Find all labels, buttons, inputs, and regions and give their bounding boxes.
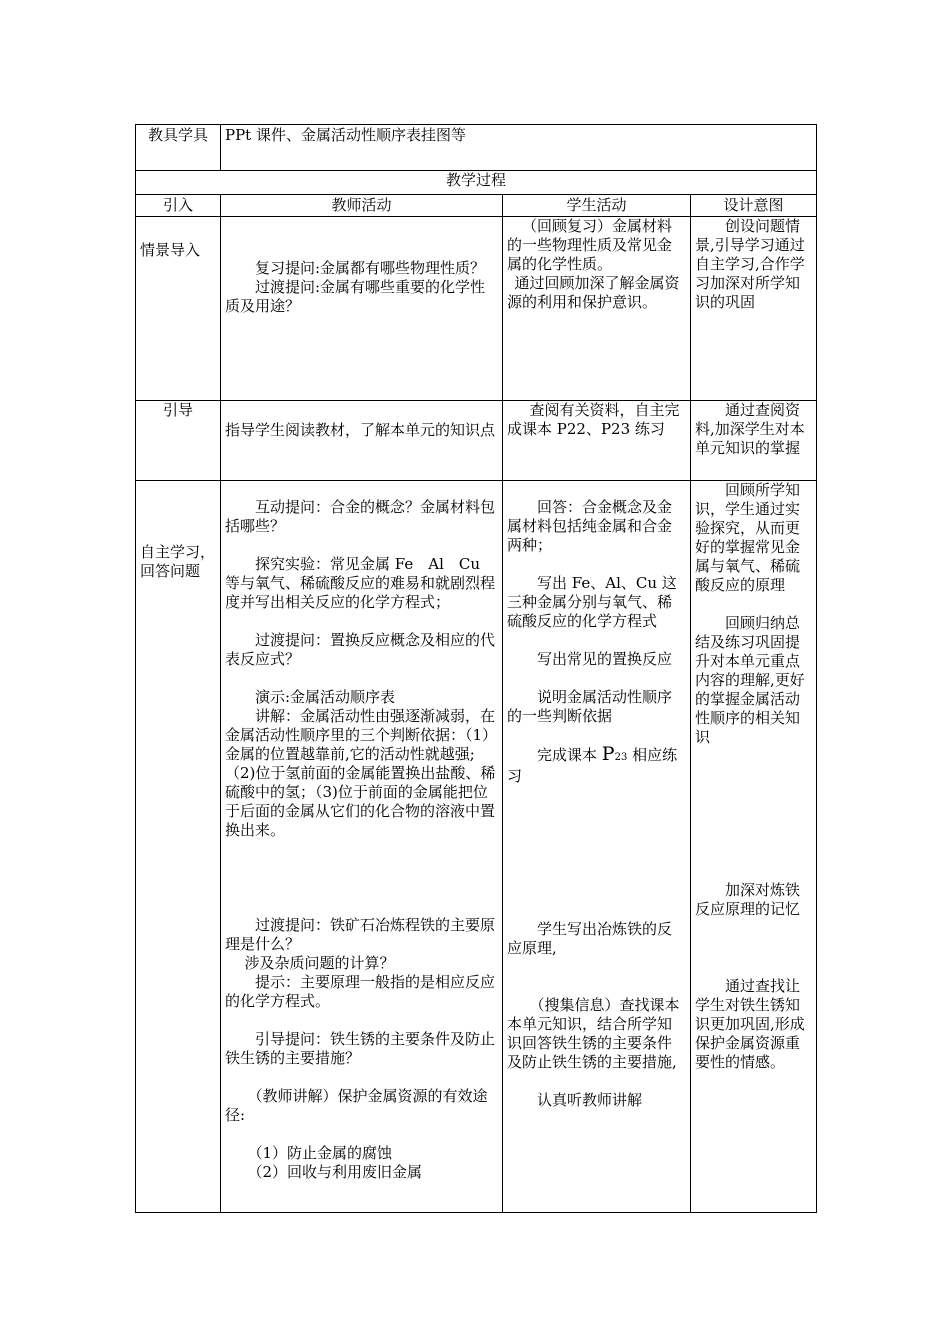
student-text: 完成课本 (537, 746, 602, 764)
student-text: 写出 Fe、Al、Cu 这三种金属分别与氧气、稀硫酸反应的化学方程式 (507, 574, 677, 630)
teacher-text: 互动提问：合金的概念？金属材料包括哪些？ (225, 498, 496, 535)
table-row (136, 481, 817, 1213)
teacher-text: 过渡提问：铁矿石冶炼程铁的主要原理是什么？ (225, 916, 496, 953)
teacher-text: （教师讲解）保护金属资源的有效途径: (225, 1087, 488, 1124)
student-text: 写出常见的置换反应 (537, 650, 673, 668)
student-text: 说明金属活动性顺序的一些判断依据 (507, 688, 673, 725)
header-row (136, 195, 817, 217)
teacher-text: 演示:金属活动顺序表 (255, 688, 396, 706)
teacher-text: 讲解：金属活动性由强逐渐减弱，在金属活动性顺序里的三个判断依据：（1）金属的位置越靠前,它的活动性就越强;（2)位于氢前面的金属能置换出盐酸、稀硫酸中的氢；（3)位于前面的金属能把位于后面的金属从它们的化合物的溶液中置换出来。 (225, 707, 498, 839)
teacher-text: 引导提问：铁生锈的主要条件及防止铁生锈的主要措施？ (225, 1030, 496, 1067)
design-text: 回顾归纳总结及练习巩固提升对本单元重点内容的理解,更好的掌握金属活动性顺序的相关知识 (695, 614, 805, 746)
tools-label: 教具学具 (136, 125, 221, 171)
design-cell (691, 481, 817, 1213)
teacher-cell (221, 217, 503, 401)
design-text: 加深对炼铁反应原理的记忆 (695, 881, 801, 918)
design-text: 通过查阅资料,加深学生对本单元知识的掌握 (695, 401, 805, 457)
teacher-text: 提示：主要原理一般指的是相应反应的化学方程式。 (225, 973, 496, 1010)
row-intro: 引导 (136, 401, 221, 481)
teacher-text: 过渡提问:金属有哪些重要的化学性质及用途？ (225, 278, 486, 315)
teacher-cell (221, 401, 503, 481)
teacher-text: 探究实验：常见金属 Fe Al Cu 等与氧气、稀硫酸反应的难易和就剧烈程度并写出相关反应的化学方程式； (225, 555, 496, 611)
student-cell (503, 217, 691, 401)
student-text: （回顾复习）金属材料的一些物理性质及常见金属的化学性质。 (507, 217, 673, 273)
page-ref-number: 23 (614, 752, 628, 763)
section-title: 教学过程 (136, 171, 817, 195)
student-cell (503, 481, 691, 1213)
teacher-text: 指导学生阅读教材，了解本单元的知识点 (225, 421, 496, 439)
header-design: 设计意图 (691, 195, 817, 217)
design-cell (691, 217, 817, 401)
design-text: 通过查找让学生对铁生锈知识更加巩固,形成保护金属资源重要性的情感。 (695, 977, 805, 1071)
design-cell (691, 401, 817, 481)
teacher-text: 复习提问:金属都有哪些物理性质？ (255, 259, 486, 277)
student-text: 查阅有关资料，自主完成课本 P22、P23 练习 (507, 401, 680, 438)
section-title-row (136, 171, 817, 195)
teacher-text: 涉及杂质问题的计算？ (244, 954, 395, 972)
student-text: （搜集信息）查找课本本单元知识，结合所学知识回答铁生锈的主要条件及防止铁生锈的主要措施, (507, 996, 680, 1071)
header-student: 学生活动 (503, 195, 691, 217)
student-text (507, 745, 686, 786)
header-intro: 引入 (136, 195, 221, 217)
table-row (136, 217, 817, 401)
lesson-plan-table (135, 124, 817, 1213)
student-text: 学生写出冶炼铁的反应原理, (507, 920, 673, 957)
table-row (136, 401, 817, 481)
student-text: 相应练习 (507, 746, 678, 785)
student-text: 认真听教师讲解 (537, 1091, 643, 1109)
student-text: 通过回顾加深了解金属资源的利用和保护意识。 (507, 274, 680, 311)
teacher-text: （1）防止金属的腐蚀 (247, 1144, 393, 1162)
tools-value: PPt 课件、金属活动性顺序表挂图等 (221, 125, 817, 171)
design-text: 创设问题情景,引导学习通过自主学习,合作学习加深对所学知识的巩固 (695, 217, 805, 311)
teacher-text: （2）回收与利用废旧金属 (247, 1163, 423, 1181)
design-text: 回顾所学知识，学生通过实验探究，从而更好的掌握常见金属与氧气、稀硫酸反应的原理 (695, 481, 801, 594)
student-text: 回答：合金概念及金属材料包括纯金属和合金两种； (507, 498, 673, 554)
page-ref-letter: P (601, 743, 615, 765)
tools-row (136, 125, 817, 171)
student-cell (503, 401, 691, 481)
teacher-text: 过渡提问：置换反应概念及相应的代表反应式？ (225, 631, 496, 668)
row-intro: 自主学习，回答问题 (136, 481, 221, 1213)
teacher-cell (221, 481, 503, 1213)
row-intro: 情景导入 (136, 217, 221, 401)
header-teacher: 教师活动 (221, 195, 503, 217)
